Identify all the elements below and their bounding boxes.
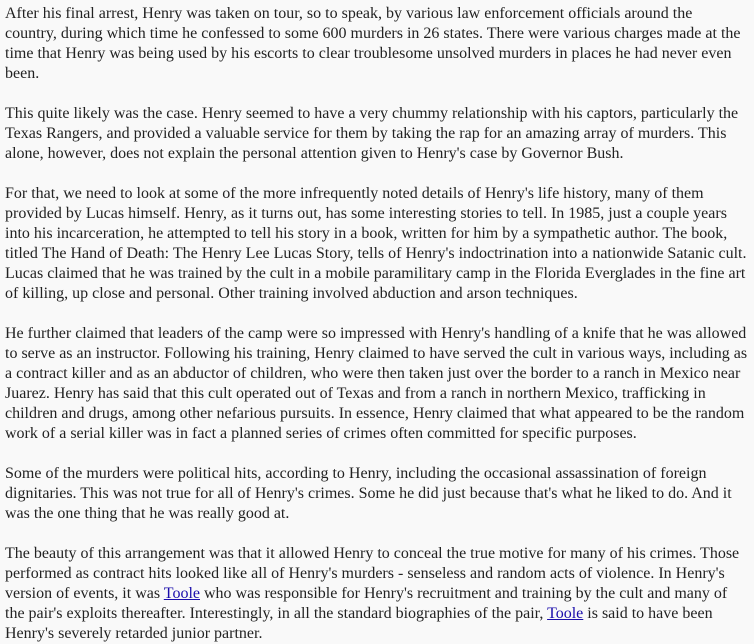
paragraph [5, 544, 754, 644]
text-line: For that, we need to look at some of the more infrequently noted details of Henry's life history, many of them [5, 185, 704, 202]
text-segment: the pair's exploits thereafter. Interestingly, in all the standard biographies of the pair, [5, 605, 548, 622]
text-line: of killing, up close and personal. Other training involved abduction and arson techniques. [5, 285, 578, 302]
text-segment: version of events, it was [5, 585, 164, 602]
text-line: time that Henry was being used by his escorts to clear troublesome unsolved murders in places he had never even [5, 45, 732, 62]
text-line: Juarez. Henry has said that this cult operated out of Texas and from a ranch in northern Mexico, trafficking in [5, 385, 706, 402]
text-line: a contract killer and as an abductor of children, who were then taken just over the border to a ranch in Mexico near [5, 365, 741, 382]
paragraph [5, 104, 754, 164]
paragraph [5, 464, 754, 524]
text-line [5, 584, 754, 604]
text-segment: who was responsible for Henry's recruitment and training by the cult and many of [200, 585, 728, 602]
text-line: He further claimed that leaders of the camp were so impressed with Henry's handling of a knife that he was allowed [5, 325, 747, 342]
text-line [5, 604, 754, 624]
text-line: dignitaries. This was not true for all of Henry's crimes. Some he did just because that's what he liked to do. And it [5, 485, 732, 502]
text-line: titled The Hand of Death: The Henry Lee Lucas Story, tells of Henry's indoctrination into a nationwide Satanic cult. [5, 245, 747, 262]
text-line: work of a serial killer was in fact a planned series of crimes often committed for specific purposes. [5, 425, 637, 442]
toole-link[interactable]: Toole [163, 585, 200, 602]
paragraph [5, 4, 754, 84]
text-line: country, during which time he confessed to some 600 murders in 26 states. There were various charges made at the [5, 25, 741, 42]
text-line: alone, however, does not explain the personal attention given to Henry's case by Governor Bush. [5, 145, 624, 162]
toole-link[interactable]: Toole [547, 605, 584, 622]
text-segment: is said to have been [583, 605, 713, 622]
text-line: provided by Lucas himself. Henry, as it turns out, has some interesting stories to tell. In 1985, just a couple years [5, 205, 727, 222]
text-line: been. [5, 65, 40, 82]
text-line: into his incarceration, he attempted to tell his story in a book, written for him by a sympathetic author. The book, [5, 225, 728, 242]
paragraph [5, 324, 754, 444]
text-line: Henry's severely retarded junior partner. [5, 625, 263, 642]
text-line: was the one thing that he was really good at. [5, 505, 290, 522]
text-line: Texas Rangers, and provided a valuable service for them by taking the rap for an amazing array of murders. This [5, 125, 727, 142]
text-line: performed as contract hits looked like all of Henry's murders - senseless and random acts of violence. In Henry's [5, 565, 725, 582]
text-line: children and drugs, among other nefarious pursuits. In essence, Henry claimed that what appeared to be the random [5, 405, 745, 422]
text-line: to serve as an instructor. Following his training, Henry claimed to have served the cult in various ways, including as [5, 345, 748, 362]
text-line: This quite likely was the case. Henry seemed to have a very chummy relationship with his captors, particularly the [5, 105, 739, 122]
text-line: After his final arrest, Henry was taken on tour, so to speak, by various law enforcement officials around the [5, 5, 693, 22]
text-line: Some of the murders were political hits, according to Henry, including the occasional assassination of foreign [5, 465, 707, 482]
paragraph [5, 184, 754, 304]
text-line: Lucas claimed that he was trained by the cult in a mobile paramilitary camp in the Florida Everglades in the fine art [5, 265, 746, 282]
text-line: The beauty of this arrangement was that it allowed Henry to conceal the true motive for many of his crimes. Those [5, 545, 740, 562]
